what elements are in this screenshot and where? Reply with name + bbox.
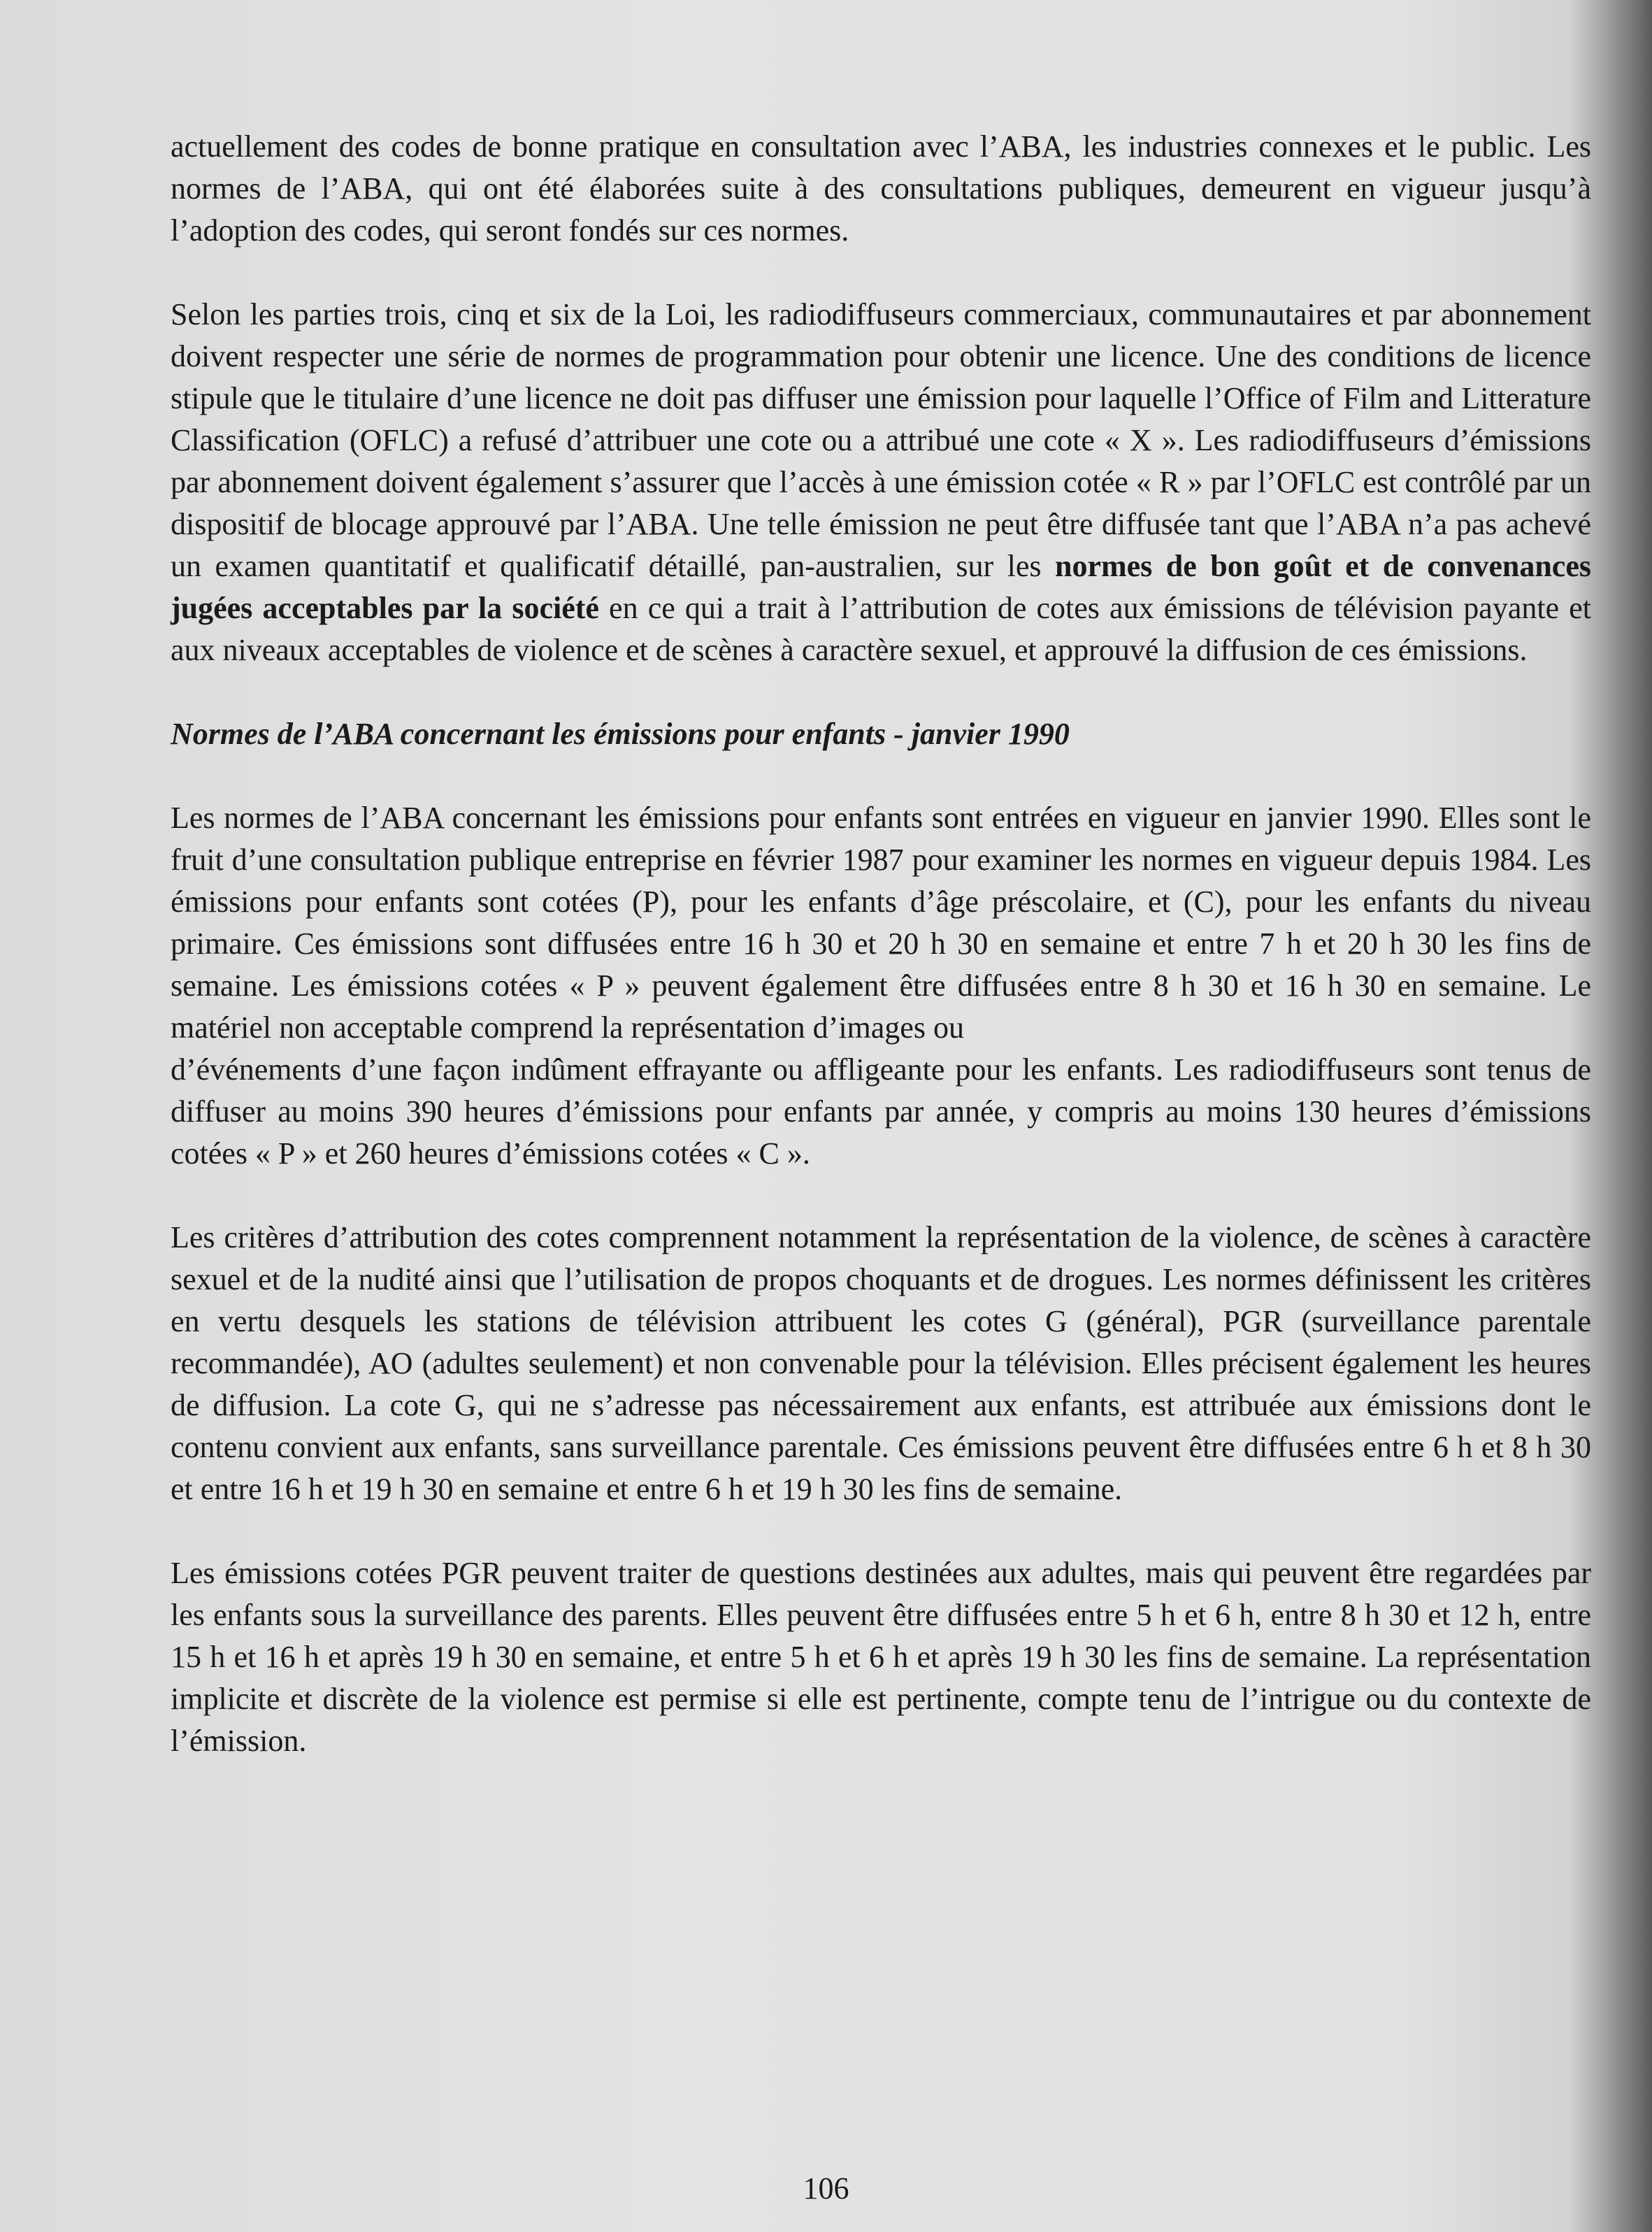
paragraph-2-part-a: Selon les parties trois, cinq et six de la Loi, les radiodiffuseurs commerciaux, communautaires et par abonnement doivent respecter une série de normes de programmation pour obtenir une licence. Une des conditions de licence stipule que le titulaire d’une licence ne doit pas diffuser une émission pour laquelle l’Office of Film and Litterature Classification (OFLC) a refusé d’attribuer une cote ou a attribué une cote « X ». Les radiodiffuseurs d’émissions par abonnement doivent également s’assurer que l’accès à une émission cotée « R » par l’OFLC est contrôlé par un dispositif de blocage approuvé par l’ABA. Une telle émission ne peut être diffusée tant que l’ABA n’a pas achevé un examen quantitatif et qualificatif détaillé, pan-australien, sur les	[171, 297, 1591, 583]
paragraph-3-part-a: Les normes de l’ABA concernant les émissions pour enfants sont entrées en vigueur en janvier 1990. Elles sont le fruit d’une consultation publique entreprise en février 1987 pour examiner les normes en vigueur depuis 1984. Les émissions pour enfants sont cotées (P), pour les enfants d’âge préscolaire, et (C), pour les enfants du niveau primaire. Ces émissions sont diffusées entre 16 h 30 et 20 h 30 en semaine et entre 7 h et 20 h 30 les fins de semaine. Les émissions cotées « P » peuvent également être diffusées entre 8 h 30 et 16 h 30 en semaine. Le matériel non acceptable comprend la représentation d’images ou	[171, 801, 1591, 1045]
paragraph-2-part-b: en ce qui a trait à l’attribution de cotes aux émissions de télévision payante et aux niveaux acceptables de violence et de scènes à caractère sexuel, et approuvé la diffusion de ces émissions.	[171, 591, 1591, 667]
page-number: 106	[803, 2171, 849, 2205]
paragraph-2-bold: normes de bon goût et de convenances jugées acceptables par la société	[171, 549, 1591, 625]
paragraph-4: Les critères d’attribution des cotes comprennent notamment la représentation de la violence, de scènes à caractère sexuel et de la nudité ainsi que l’utilisation de propos choquants et de drogues. Les normes définissent les critères en vertu desquels les stations de télévision attribuent les cotes G (général), PGR (surveillance parentale recommandée), AO (adultes seulement) et non convenable pour la télévision. Elles précisent également les heures de diffusion. La cote G, qui ne s’adresse pas nécessairement aux enfants, est attribuée aux émissions dont le contenu convient aux enfants, sans surveillance parentale. Ces émissions peuvent être diffusées entre 6 h et 8 h 30 et entre 16 h et 19 h 30 en semaine et entre 6 h et 19 h 30 les fins de semaine.	[171, 1220, 1591, 1506]
paragraph-5: Les émissions cotées PGR peuvent traiter de questions destinées aux adultes, mais qui peuvent être regardées par les enfants sous la surveillance des parents. Elles peuvent être diffusées entre 5 h et 6 h, entre 8 h 30 et 12 h, entre 15 h et 16 h et après 19 h 30 en semaine, et entre 5 h et 6 h et après 19 h 30 les fins de semaine. La représentation implicite et discrète de la violence est permise si elle est pertinente, compte tenu de l’intrigue ou du contexte de l’émission.	[171, 1556, 1591, 1758]
section-heading: Normes de l’ABA concernant les émissions pour enfants - janvier 1990	[171, 717, 1070, 751]
paragraph-3-part-b: d’événements d’une façon indûment effrayante ou affligeante pour les enfants. Les radiodiffuseurs sont tenus de diffuser au moins 390 heures d’émissions pour enfants par année, y compris au moins 130 heures d’émissions cotées « P » et 260 heures d’émissions cotées « C ».	[171, 1052, 1591, 1171]
paragraph-1: actuellement des codes de bonne pratique en consultation avec l’ABA, les industries connexes et le public. Les normes de l’ABA, qui ont été élaborées suite à des consultations publiques, demeurent en vigueur jusqu’à l’adoption des codes, qui seront fondés sur ces normes.	[171, 129, 1591, 248]
body-text	[171, 126, 1591, 1804]
paragraph-2	[171, 294, 1591, 671]
